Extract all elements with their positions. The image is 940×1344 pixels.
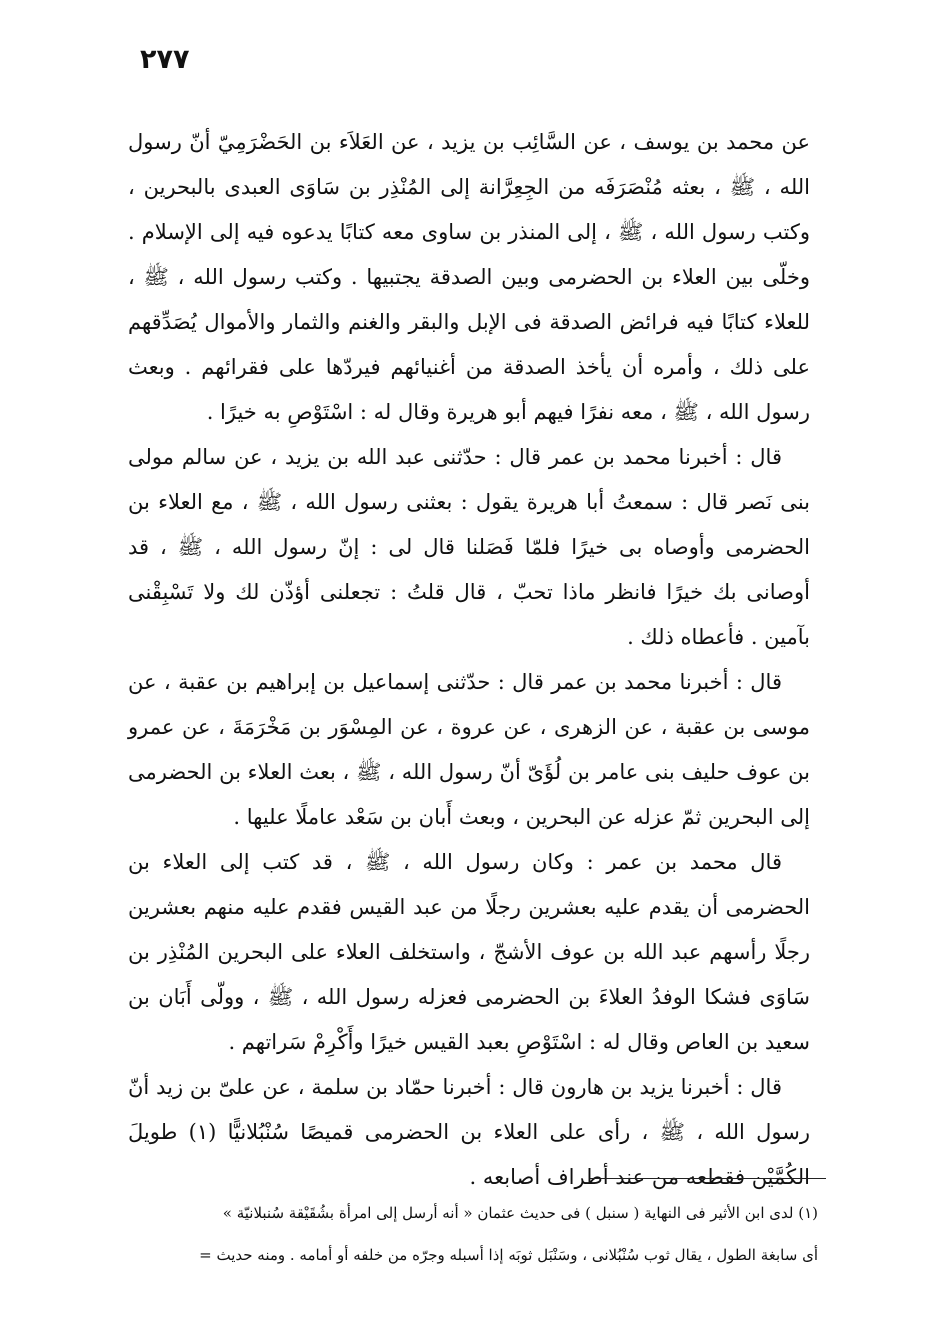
footnote-divider <box>590 1178 826 1179</box>
footnotes <box>128 1192 818 1276</box>
paragraph-1: عن محمد بن يوسف ، عن السَّائِب بن يزيد ، عن العَلاَء بن الحَضْرَمِيّ أنّ رسول الله ، ﷺ ، بعثه مُنْصَرَفَه من الجِعِرَّانة إلى المُنْذِر بن سَاوَى العبدى بالبحرين ، وكتب رسول الله ، ﷺ ، إلى المنذر بن ساوى معه كتابًا يدعوه فيه إلى الإسلام . وخلّى بين العلاء بن الحضرمى وبين الصدقة يجتبيها . وكتب رسول الله ، ﷺ ، للعلاء كتابًا فيه فرائض الصدقة فى الإبل والبقر والغنم والثمار والأموال يُصَدِّقهم على ذلك ، وأمره أن يأخذ الصدقة من أغنيائهم فيردّها على فقرائهم . وبعث رسول الله ، ﷺ ، معه نفرًا فيهم أبو هريرة وقال له : اسْتَوْصِ به خيرًا . <box>128 130 811 424</box>
paragraph-3: قال : أخبرنا محمد بن عمر قال : حدّثنى إسماعيل بن إبراهيم بن عقبة ، عن موسى بن عقبة ، عن الزهرى ، عن عروة ، عن المِسْوَر بن مَخْرَمَةَ ، عن عمرو بن عوف حليف بنى عامر بن لُؤَىّ أنّ رسول الله ، ﷺ ، بعث العلاء بن الحضرمى إلى البحرين ثمّ عزله عن البحرين ، وبعث أَبان بن سَعْد عاملًا عليها . <box>128 670 810 829</box>
paragraph-5: قال : أخبرنا يزيد بن هارون قال : أخبرنا حمّاد بن سلمة ، عن علىّ بن زيد أنّ رسول الله ، ﷺ ، رأى على العلاء بن الحضرمى قميصًا سُنْبُلانيًّا (١) طويلَ الكُمَّيْن فقطعه من عند أطراف أصابعه . <box>128 1075 810 1189</box>
page-number: ٢٧٧ <box>140 44 190 75</box>
paragraph-4: قال محمد بن عمر : وكان رسول الله ، ﷺ ، قد كتب إلى العلاء بن الحضرمى أن يقدم عليه بعشرين رجلًا من عبد القيس فقدم عليه منهم بعشرين رجلًا رأسهم عبد الله بن عوف الأشجّ ، واستخلف العلاء على البحرين المُنْذِر بن سَاوَى فشكا الوفدُ العلاءَ بن الحضرمى فعزله رسول الله ، ﷺ ، وولّى أَبَان بن سعيد بن العاص وقال له : اسْتَوْصِ بعبد القيس خيرًا وأَكْرِمْ سَراتهم . <box>128 850 810 1054</box>
footnote-line-2: أى سابغة الطول ، يقال ثوب سُنْبُلانى ، وسَنْبَل ثوبَه إذا أسبله وجرّه من خلفه أو أمامه . ومنه حديث = <box>199 1246 818 1264</box>
footnote-line-1: (١) لدى ابن الأثير فى النهاية ( سنبل ) فى حديث عثمان « أنه أرسل إلى امرأة بشُقَيْقة سُنبلانيّة » <box>222 1204 818 1222</box>
paragraph-2: قال : أخبرنا محمد بن عمر قال : حدّثنى عبد الله بن يزيد ، عن سالم مولى بنى نَصر قال : سمعتُ أبا هريرة يقول : بعثنى رسول الله ، ﷺ ، مع العلاء بن الحضرمى وأوصاه بى خيرًا فلمّا فَصَلنا قال لى : إنّ رسول الله ، ﷺ ، قد أوصانى بك خيرًا فانظر ماذا تحبّ ، قال قلتُ : تجعلنى أؤذّن لك ولا تَسْبِقْنى بآمين . فأعطاه ذلك . <box>128 445 810 649</box>
main-text <box>128 120 810 1200</box>
